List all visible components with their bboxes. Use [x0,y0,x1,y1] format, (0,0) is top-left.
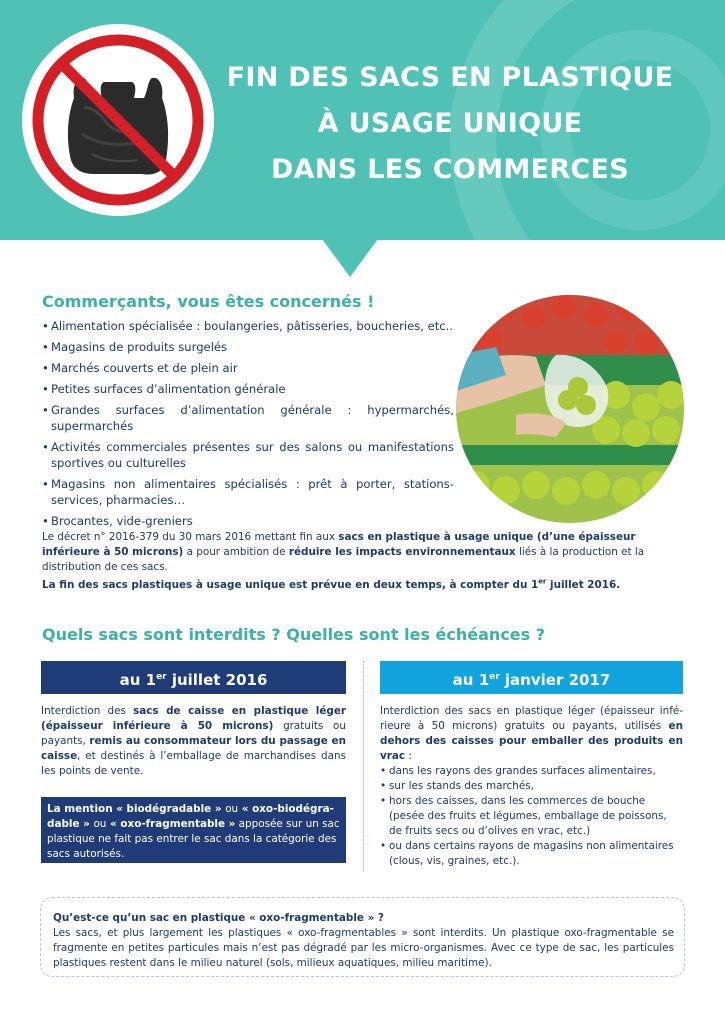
list-item: • Petites surfaces d’alimentation générale [42,381,454,397]
decret-text: liés à la production et la distribution de ces sacs. [42,546,645,573]
title-line-3: DANS LES COMMERCES [270,154,630,185]
body-text: , et destinés à l’emballage de marchandises dans les points de vente. [41,750,346,777]
biodegradable-note [41,797,346,863]
note-emphasis: « oxo-biodégra-dable » [47,803,334,830]
deadline-header-text: juillet 2016 [166,671,268,689]
list-item: • Magasins de produits surgelés [42,339,454,355]
oxo-fragmentable-faq [40,897,685,977]
list-item: • Alimentation spécialisée : boulangeries, pâtisseries, boucheries, etc.. [42,318,454,334]
decret-text: Le décret n° 2016-379 du 30 mars 2016 mettant fin aux [42,531,339,543]
list-item: • hors des caisses, dans les commerces de bouche (pesée des fruits et légumes, emballage de poissons, de fruits secs ou d’olives en vrac, etc.) [380,794,683,839]
deadline-header-text: au 1 [119,671,157,689]
deadline-header-text: au 1 [452,671,490,689]
ordinal-sup: er [489,672,500,682]
deadline-july-2016-text [41,704,346,779]
january-2017-list [380,764,683,869]
note-text: apposée sur un sac plastique ne fait pas entrer le sac dans la catégorie des sacs autorisés. [47,818,340,860]
no-plastic-bag-icon [22,24,214,216]
decret-paragraph [42,530,684,593]
title-line-1: FIN DES SACS EN PLASTIQUE [226,62,674,93]
list-item: • Magasins non alimentaires spécialisés : prêt à porter, stations-services, pharmacies… [42,476,454,508]
faq-answer: Les sacs, et plus largement les plastiques « oxo-fragmentables » sont interdits. Un plastique oxo-fragmentable se fragmente en petites particules mais n’est pas dégradé par les micro-organismes. Avec ce type de sac, les particules plastiques restent dans le milieu naturel (sols, milieux aquatiques, milieu maritime). [53,927,674,969]
decret-text: a pour ambition de [183,546,289,558]
body-text: Interdiction des sacs en plastique léger (épaisseur infé-rieure à 50 microns) gratuits ou payants, utilisés [380,705,683,732]
body-text: : [405,750,412,762]
body-emphasis: en dehors des caisses pour emballer des produits en vrac [380,720,683,762]
title-line-2: À USAGE UNIQUE [317,108,583,139]
body-text: gratuits ou payants, [41,720,346,747]
section-heading-concernes: Commerçants, vous êtes concernés ! [42,292,375,311]
list-item: • Brocantes, vide-greniers [42,513,454,529]
concerned-businesses-list [42,318,454,534]
produce-market-photo [456,295,684,523]
decret-conclusion [42,579,620,591]
list-item: • ou dans certains rayons de magasins non alimentaires (clous, vis, graines, etc.). [380,839,683,869]
body-emphasis: remis au consommateur lors du passage en caisse [41,735,346,762]
list-item: • Marchés couverts et de plein air [42,360,454,376]
list-item: • sur les stands des marchés, [380,779,683,794]
deadline-header-text: janvier 2017 [499,671,611,689]
list-item: • Activités commerciales présentes sur des salons ou manifestations sportives ou culturelles [42,439,454,471]
header-pointer [322,239,378,277]
note-text: ou [93,818,107,830]
decret-conclusion-text: juillet 2016. [546,579,621,592]
ordinal-sup: er [156,672,167,682]
decret-emphasis: sacs en plastique à usage unique (d’une épaisseur inférieure à 50 microns) [42,531,636,558]
ordinal-sup: er [538,578,547,586]
header-banner [0,0,725,240]
note-emphasis: « oxo-fragmentable » [106,818,236,830]
page-title [215,55,685,193]
body-emphasis: sacs de caisse en plastique léger (épaisseur inférieure à 50 microns) [41,705,347,732]
deadline-header-january-2017 [380,661,683,694]
deadline-header-july-2016 [41,661,346,694]
column-divider [363,661,364,871]
decret-emphasis: réduire les impacts environnementaux [288,546,516,558]
list-item: • Grandes surfaces d’alimentation générale : hypermarchés, supermarchés [42,402,454,434]
decret-conclusion-text: La fin des sacs plastiques à usage unique est prévue en deux temps, à compter du 1 [42,579,539,592]
deadline-january-2017-text [380,704,683,869]
body-text: Interdiction des [41,705,134,717]
faq-question: Qu’est-ce qu’un sac en plastique « oxo-fragmentable » ? [53,912,384,924]
note-emphasis: La mention « biodégradable » [47,803,226,815]
list-item: • dans les rayons des grandes surfaces alimentaires, [380,764,683,779]
section-heading-echeances: Quels sacs sont interdits ? Quelles sont les échéances ? [42,625,546,644]
note-text: ou [225,803,239,815]
